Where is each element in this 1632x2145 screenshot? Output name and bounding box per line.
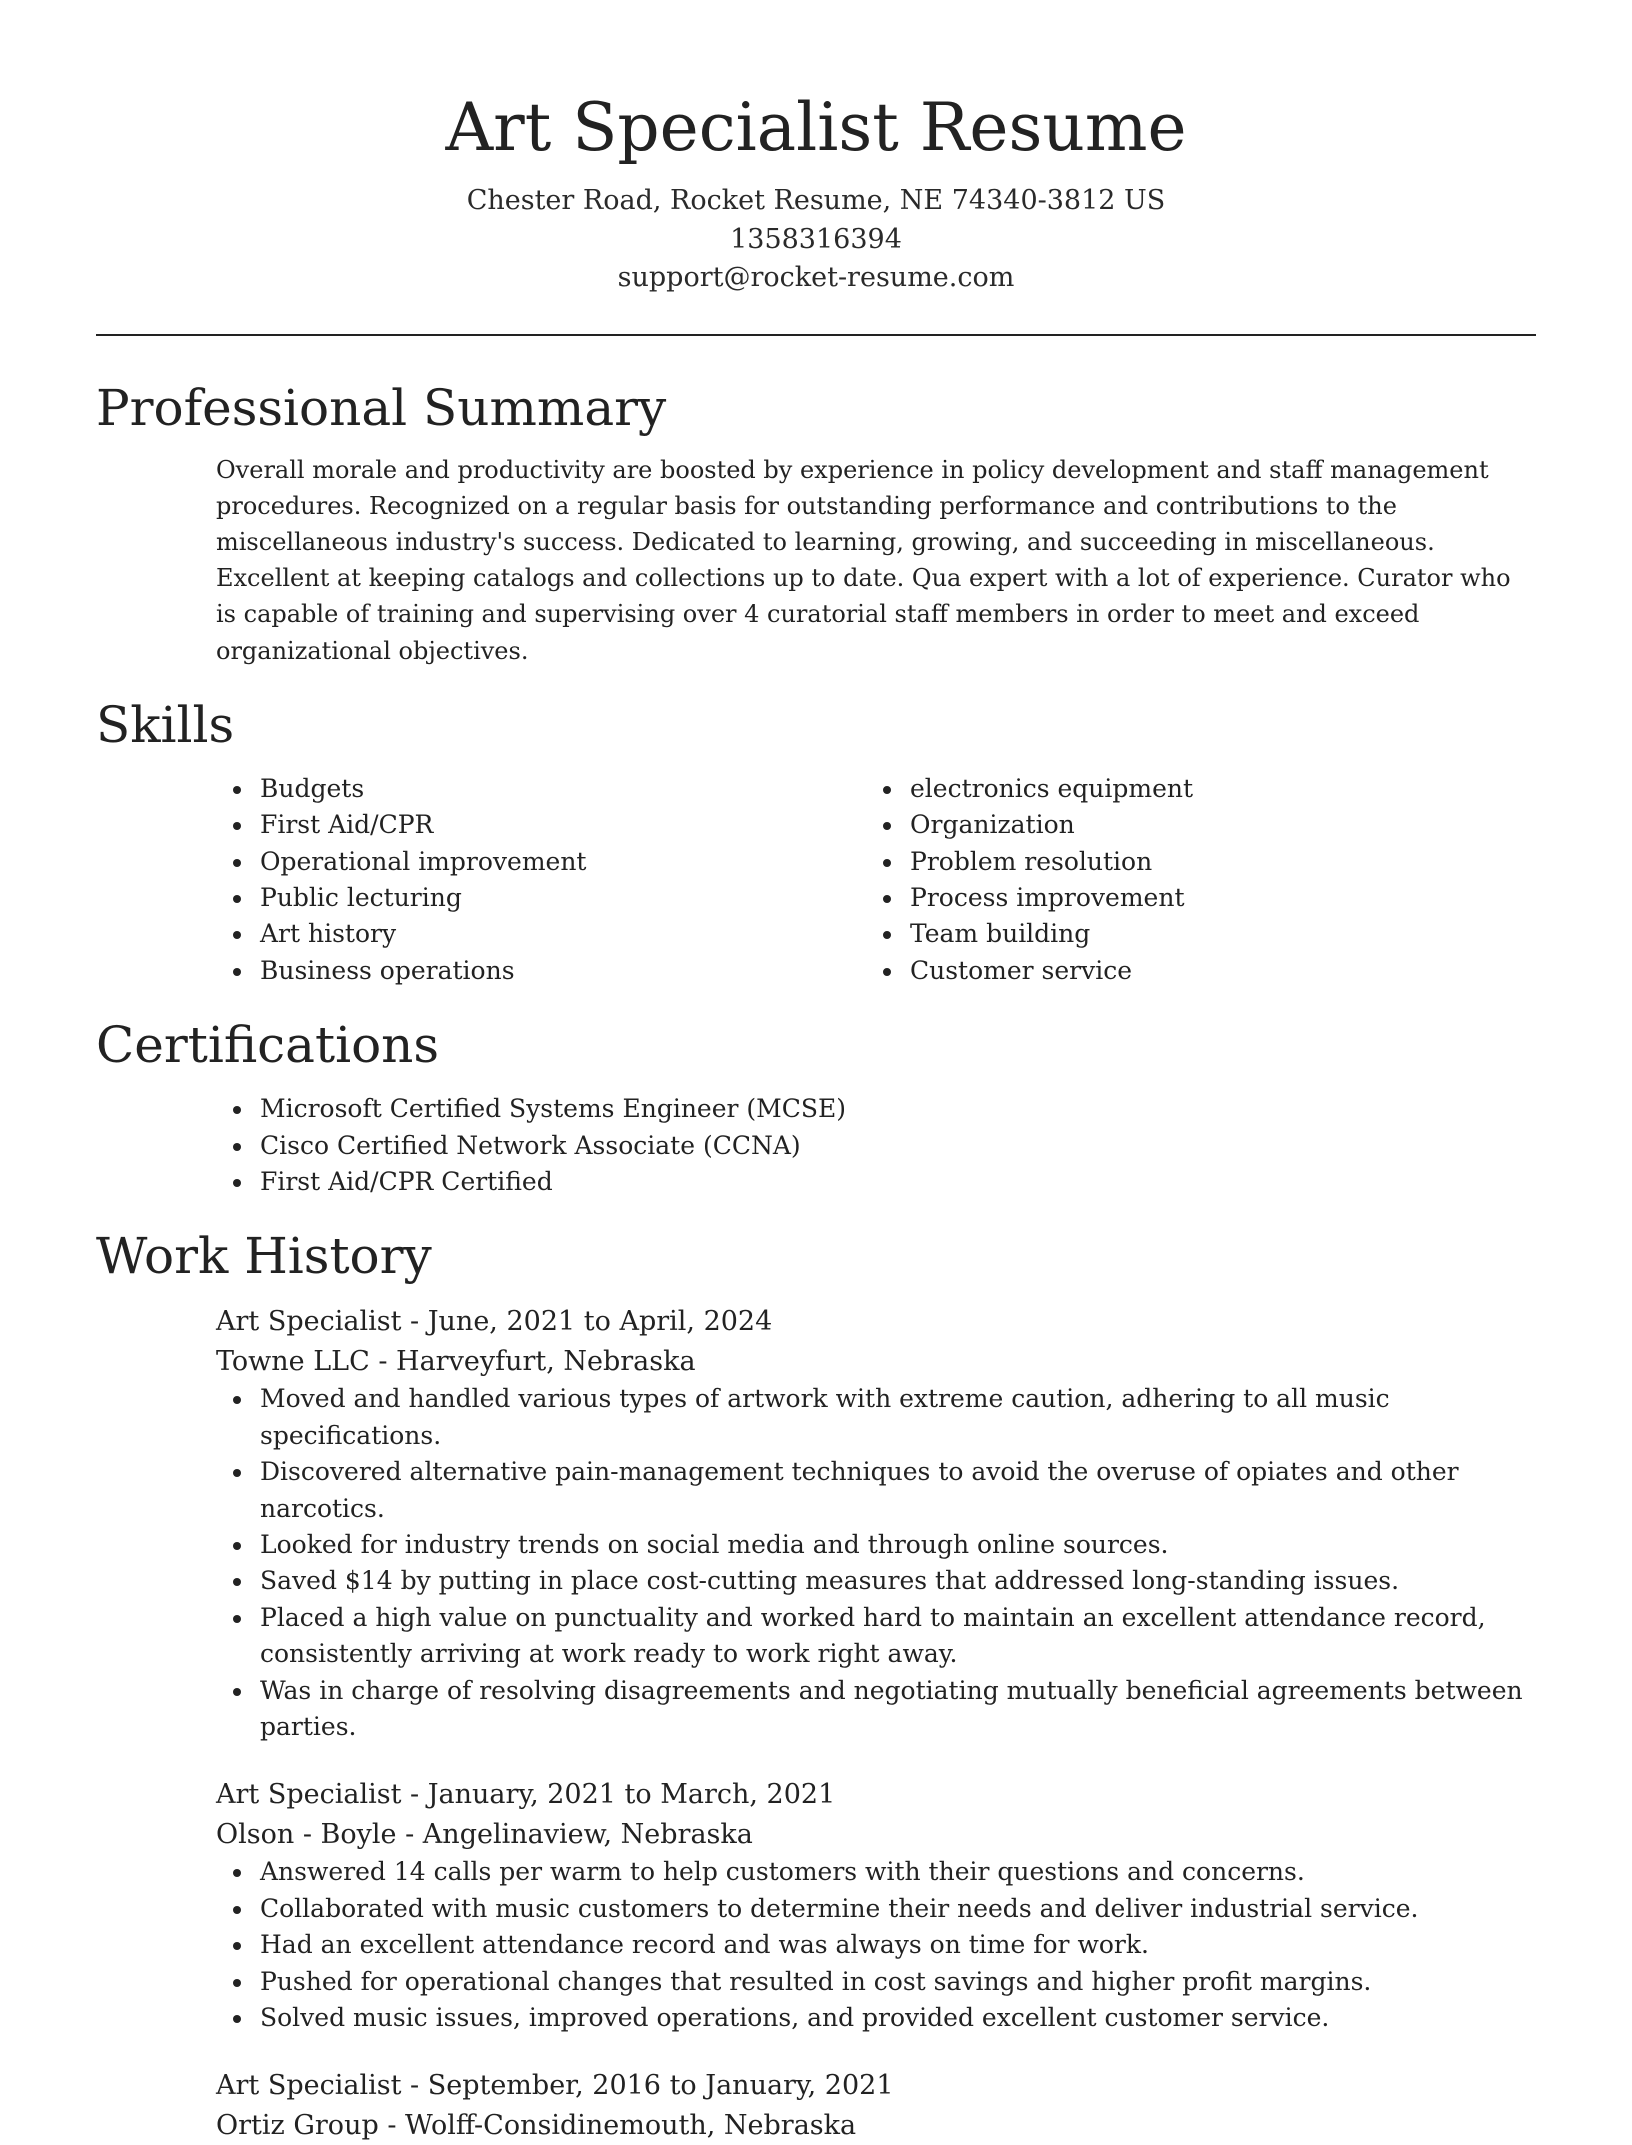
job-company-line: Towne LLC - Harveyfurt, Nebraska bbox=[216, 1345, 696, 1377]
summary-text: Overall morale and productivity are boosted by experience in policy development and staff management procedures. Recognized on a regular basis for outstanding performance and contributions to the miscellaneous industry's success. Dedicated to learning, growing, and succeeding in miscellaneous. Excellent at keeping catalogs and collections up to date. Qua expert with a lot of experience. Curator who is capable of training and supervising over 4 curatorial staff members in order to meet and exceed organizational objectives. bbox=[216, 455, 1511, 665]
contact-block bbox=[96, 182, 1536, 298]
job-bullet: Saved $14 by putting in place cost-cutting measures that addressed long-standing issues. bbox=[216, 1563, 1536, 1599]
job-bullet: Answered 14 calls per warm to help customers with their questions and concerns. bbox=[216, 1854, 1536, 1890]
job-title-line: Art Specialist - June, 2021 to April, 2024 bbox=[216, 1306, 773, 1338]
work-section bbox=[96, 1226, 1536, 2145]
skill-item: Operational improvement bbox=[216, 844, 866, 880]
email: support@rocket-resume.com bbox=[617, 262, 1015, 293]
skill-item: Customer service bbox=[866, 953, 1516, 989]
job-company-line: Olson - Boyle - Angelinaview, Nebraska bbox=[216, 1818, 753, 1850]
skill-item: First Aid/CPR bbox=[216, 807, 866, 843]
skill-item: Public lecturing bbox=[216, 880, 866, 916]
job-bullet: Discovered alternative pain-management techniques to avoid the overuse of opiates and other narcotics. bbox=[216, 1454, 1536, 1527]
job-company-line: Ortiz Group - Wolff-Considinemouth, Nebraska bbox=[216, 2109, 857, 2141]
job-bullet: Looked for industry trends on social media and through online sources. bbox=[216, 1527, 1536, 1563]
job-title-line: Art Specialist - January, 2021 to March, 2021 bbox=[216, 1779, 836, 1811]
skill-item: Budgets bbox=[216, 771, 866, 807]
job-bullet: Had an excellent attendance record and was always on time for work. bbox=[216, 1927, 1536, 1963]
skill-item: electronics equipment bbox=[866, 771, 1516, 807]
skills-heading: Skills bbox=[96, 695, 235, 754]
skill-item: Organization bbox=[866, 807, 1516, 843]
job-bullets bbox=[216, 1854, 1536, 2036]
certifications-list bbox=[216, 1091, 1536, 1200]
certification-item: Cisco Certified Network Associate (CCNA) bbox=[216, 1128, 1536, 1164]
skill-item: Business operations bbox=[216, 953, 866, 989]
certification-item: First Aid/CPR Certified bbox=[216, 1164, 1536, 1200]
address: Chester Road, Rocket Resume, NE 74340-3812 US bbox=[466, 185, 1166, 216]
job-bullet: Solved music issues, improved operations, and provided excellent customer service. bbox=[216, 2000, 1536, 2036]
job-entry bbox=[96, 2066, 1536, 2145]
skill-item: Art history bbox=[216, 916, 866, 952]
work-heading: Work History bbox=[96, 1227, 432, 1286]
summary-section bbox=[96, 378, 1536, 669]
resume-page bbox=[96, 0, 1536, 2145]
skill-item: Team building bbox=[866, 916, 1516, 952]
certification-item: Microsoft Certified Systems Engineer (MCSE) bbox=[216, 1091, 1536, 1127]
summary-heading: Professional Summary bbox=[96, 378, 667, 437]
job-bullet: Was in charge of resolving disagreements and negotiating mutually beneficial agreements between parties. bbox=[216, 1673, 1536, 1746]
job-entry bbox=[96, 1775, 1536, 2036]
job-bullet: Placed a high value on punctuality and worked hard to maintain an excellent attendance record, consistently arriving at work ready to work right away. bbox=[216, 1600, 1536, 1673]
resume-title: Art Specialist Resume bbox=[445, 89, 1187, 166]
resume-header bbox=[96, 0, 1536, 298]
job-bullet: Collaborated with music customers to determine their needs and deliver industrial service. bbox=[216, 1891, 1536, 1927]
job-bullet: Moved and handled various types of artwork with extreme caution, adhering to all music specifications. bbox=[216, 1381, 1536, 1454]
certifications-heading: Certifications bbox=[96, 1016, 440, 1075]
skill-item: Problem resolution bbox=[866, 844, 1516, 880]
skills-list-right bbox=[866, 771, 1516, 989]
job-title-line: Art Specialist - September, 2016 to January, 2021 bbox=[216, 2070, 894, 2102]
certifications-section bbox=[96, 1015, 1536, 1200]
job-bullet: Pushed for operational changes that resulted in cost savings and higher profit margins. bbox=[216, 1964, 1536, 2000]
phone: 1358316394 bbox=[730, 223, 902, 255]
skills-list-left bbox=[216, 771, 866, 989]
skills-section bbox=[96, 695, 1536, 989]
skill-item: Process improvement bbox=[866, 880, 1516, 916]
job-entry bbox=[96, 1302, 1536, 1745]
job-bullets bbox=[216, 1381, 1536, 1745]
header-divider bbox=[96, 334, 1536, 336]
